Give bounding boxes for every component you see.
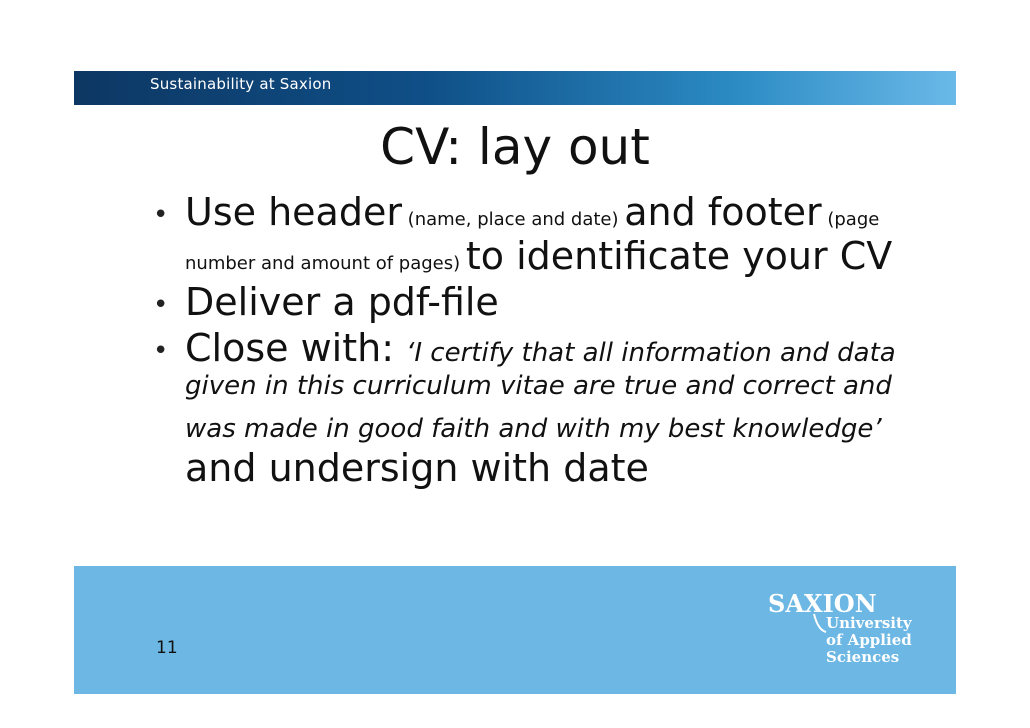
bullet-text: and footer: [624, 190, 822, 234]
slide-title: CV: lay out: [380, 118, 650, 176]
bullet-dot: •: [153, 290, 169, 320]
bullet-dot: •: [153, 200, 169, 230]
saxion-logo: [768, 578, 918, 662]
bullet-text: to identificate your CV: [465, 234, 893, 278]
logo-brand: SAXION: [768, 589, 877, 618]
bullet-text: Use header: [185, 190, 402, 234]
logo-line-3: Sciences: [826, 648, 900, 662]
bullet-text: Deliver a pdf-file: [185, 280, 499, 324]
logo-line-2: of Applied: [826, 631, 912, 649]
bullet-text: and undersign with date: [185, 446, 649, 490]
certification-quote: ‘I certify that all information and data given in this curriculum vitae are true and correct and was made in good faith and with my best knowledge’: [185, 338, 896, 444]
page-number: 11: [156, 638, 178, 658]
footer-bar: [74, 566, 956, 694]
bullet-header-footer: [150, 190, 950, 278]
header-bar: [74, 71, 956, 105]
header-text: Sustainability at Saxion: [150, 75, 332, 93]
bullet-note: (page number and amount of pages): [185, 209, 880, 274]
bullet-dot: •: [153, 336, 169, 366]
bullet-note: (name, place and date): [401, 209, 625, 230]
bullet-pdf: [150, 280, 950, 324]
bullet-text: Close with:: [185, 326, 407, 370]
bullet-list: [150, 190, 950, 490]
bullet-close-with: [150, 326, 950, 490]
logo-line-1: University: [826, 614, 912, 632]
